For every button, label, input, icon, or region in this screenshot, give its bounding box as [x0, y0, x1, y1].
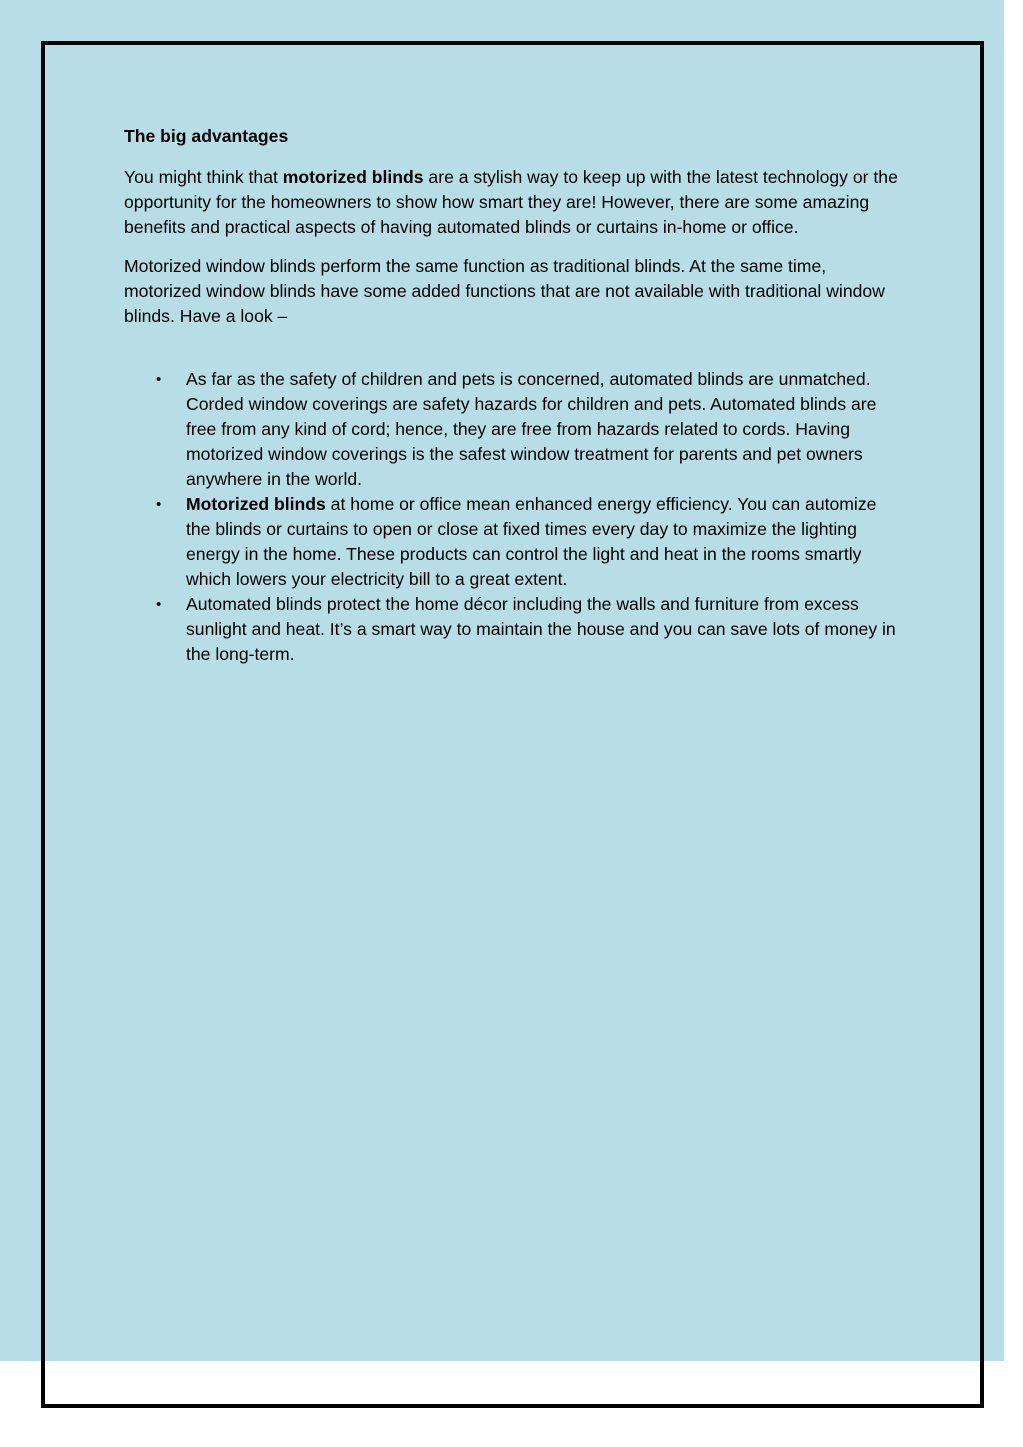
bullet-icon: •: [156, 371, 162, 388]
paragraph-functions: Motorized window blinds perform the same function as traditional blinds. At the same time, motorized window blinds have some added functions that are not available with traditional window blinds. Have a look –: [124, 256, 885, 326]
bullet-icon: •: [156, 496, 162, 513]
document-body: [124, 124, 904, 667]
section-heading: The big advantages: [124, 126, 289, 146]
advantages-list: [124, 367, 904, 667]
list-item-bold: Motorized blinds: [186, 494, 326, 514]
paragraph-intro-bold: motorized blinds: [282, 167, 424, 187]
paragraph-intro-post: are a stylish way to keep up with the latest technology or the opportunity for the homeowners to show how smart they are! However, there are some amazing benefits and practical aspects of having automated blinds or curtains in-home or office.: [124, 167, 898, 237]
paragraph-intro: [124, 165, 904, 240]
bullet-icon: •: [156, 596, 162, 613]
paragraph-intro-pre: You might think that: [124, 167, 283, 187]
list-item-text: at home or office mean enhanced energy efficiency. You can automize the blinds or curtains to open or close at fixed times every day to maximize the lighting energy in the home. These products can control the light and heat in the rooms smartly which lowers your electricity bill to a great extent.: [186, 494, 877, 589]
list-item: [124, 367, 904, 492]
list-item-text: As far as the safety of children and pets is concerned, automated blinds are unmatched. Corded window coverings are safety hazards for children and pets. Automated blinds are free from any kind of cord; hence, they are free from hazards related to cords. Having motorized window coverings is the safest window treatment for parents and pet owners anywhere in the world.: [186, 369, 877, 489]
list-item: [124, 592, 904, 667]
list-item: [124, 492, 904, 592]
list-item-text: Automated blinds protect the home décor including the walls and furniture from excess sunlight and heat. It’s a smart way to maintain the house and you can save lots of money in the long-term.: [186, 594, 896, 664]
